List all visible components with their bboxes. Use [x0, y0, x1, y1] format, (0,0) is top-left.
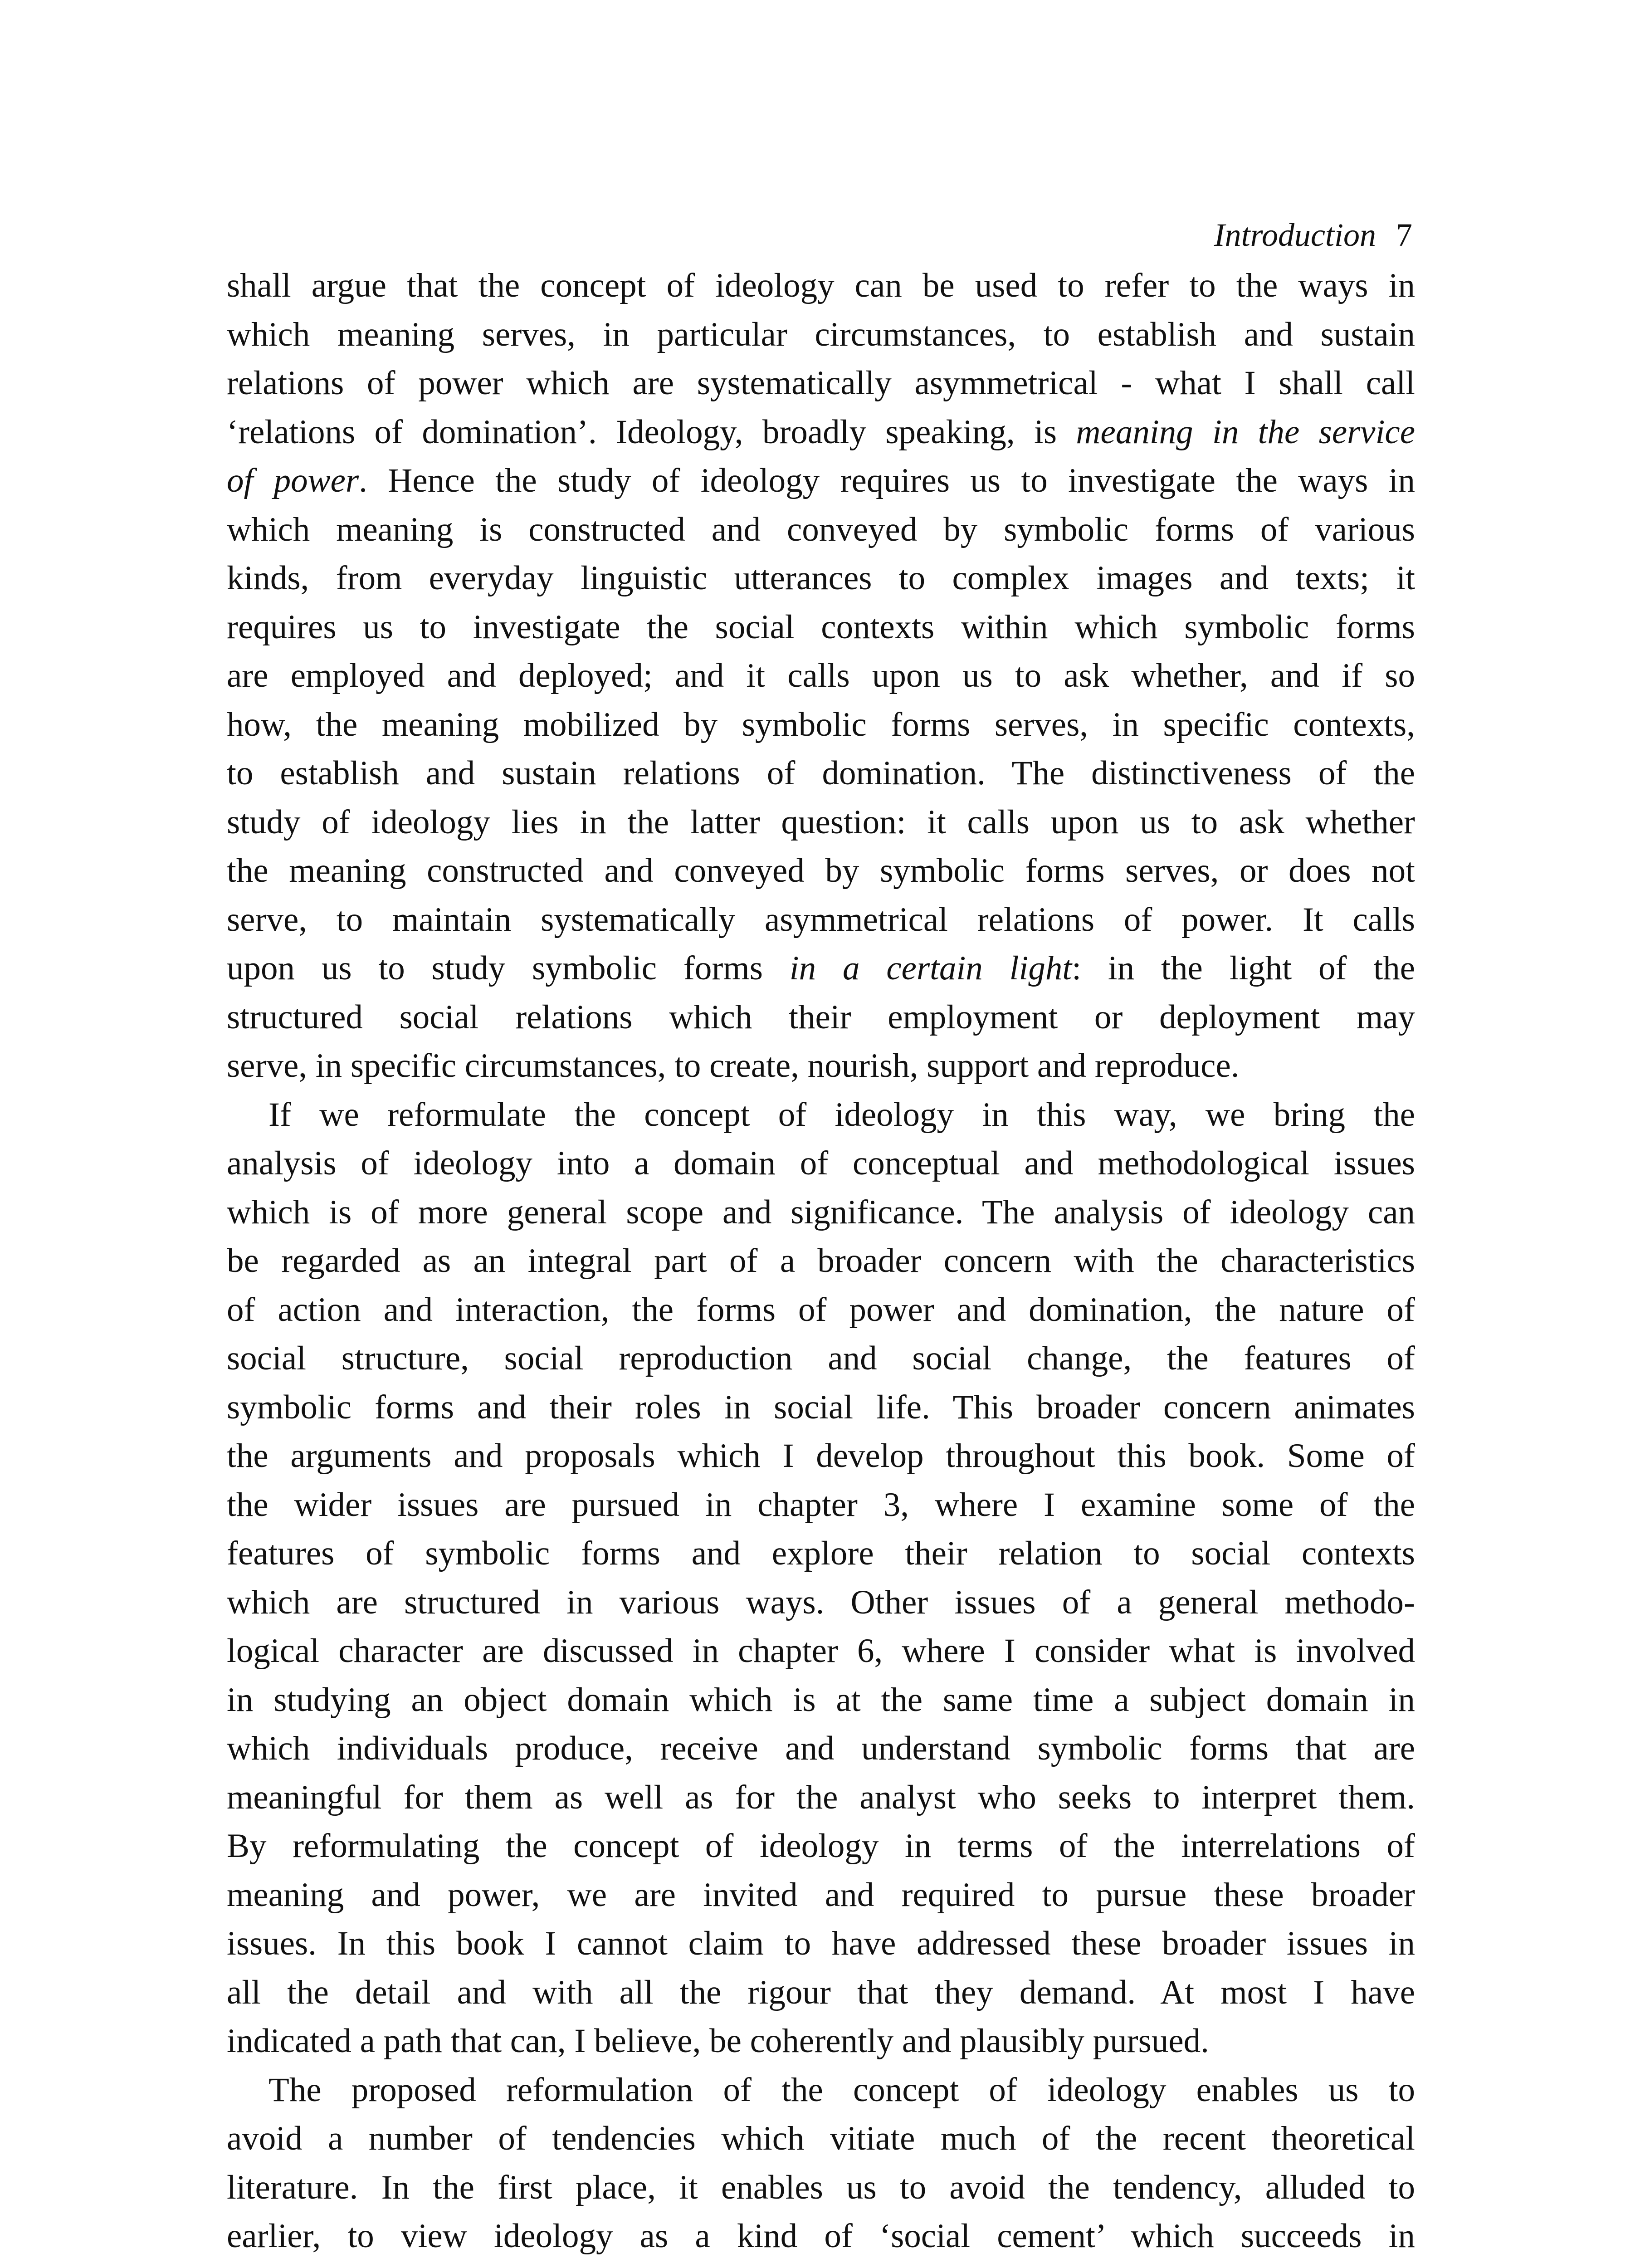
page-number: 7 [1396, 217, 1412, 253]
body-text [227, 261, 1415, 2261]
book-page [227, 213, 1415, 2261]
text-line: The proposed reformulation of the concept of ideology enables us to [268, 2071, 1415, 2109]
text-line: of action and interaction, the forms of power and domination, the nature of [227, 1290, 1415, 1329]
text-line: If we reformulate the concept of ideology in this way, we bring the [268, 1095, 1415, 1134]
text-line: which meaning is constructed and conveyed by symbolic forms of various [227, 510, 1415, 548]
text-line: ‘relations of domination’. Ideology, broadly speaking, is meaning in the service [227, 413, 1415, 451]
text-line: literature. In the first place, it enables us to avoid the tendency, alluded to [227, 2168, 1415, 2206]
text-line: how, the meaning mobilized by symbolic forms serves, in specific contexts, [227, 705, 1415, 743]
text-line: requires us to investigate the social contexts within which symbolic forms [227, 608, 1415, 646]
text-line: serve, to maintain systematically asymmetrical relations of power. It calls [227, 900, 1415, 938]
text-line: issues. In this book I cannot claim to have addressed these broader issues in [227, 1925, 1415, 1962]
text-line: By reformulating the concept of ideology in terms of the interrelations of [227, 1827, 1415, 1865]
text-line: kinds, from everyday linguistic utterances to complex images and texts; it [227, 559, 1415, 597]
running-head [227, 213, 1415, 257]
paragraph-3 [227, 2066, 1415, 2261]
text-line: the arguments and proposals which I develop throughout this book. Some of [227, 1437, 1415, 1475]
text-line: relations of power which are systematically asymmetrical - what I shall call [227, 364, 1415, 402]
text-line: social structure, social reproduction and social change, the features of [227, 1339, 1415, 1377]
text-line: the wider issues are pursued in chapter 3, where I examine some of the [227, 1486, 1415, 1524]
text-line: which individuals produce, receive and understand symbolic forms that are [227, 1730, 1415, 1767]
text-line: serve, in specific circumstances, to create, nourish, support and reproduce. [227, 1047, 1240, 1085]
text-line: earlier, to view ideology as a kind of ‘social cement’ which succeeds in [227, 2217, 1415, 2255]
text-line: structured social relations which their employment or deployment may [227, 998, 1415, 1036]
text-line: shall argue that the concept of ideology can be used to refer to the ways in [227, 267, 1415, 304]
text-line: which is of more general scope and significance. The analysis of ideology can [227, 1193, 1415, 1231]
text-line: of power. Hence the study of ideology requires us to investigate the ways in [227, 462, 1415, 499]
text-line: to establish and sustain relations of domination. The distinctiveness of the [227, 754, 1415, 792]
text-line: analysis of ideology into a domain of conceptual and methodological issues [227, 1144, 1415, 1182]
text-line: indicated a path that can, I believe, be coherently and plausibly pursued. [227, 2022, 1209, 2060]
text-line: be regarded as an integral part of a broader concern with the characteristics [227, 1242, 1415, 1280]
text-line: in studying an object domain which is at the same time a subject domain in [227, 1681, 1415, 1719]
text-line: all the detail and with all the rigour that they demand. At most I have [227, 1973, 1415, 2011]
paragraph-1 [227, 261, 1415, 1090]
running-head-title: Introduction [1214, 217, 1376, 253]
text-line: upon us to study symbolic forms in a certain light: in the light of the [227, 949, 1415, 987]
text-line: the meaning constructed and conveyed by symbolic forms serves, or does not [227, 852, 1415, 890]
text-line: meaning and power, we are invited and required to pursue these broader [227, 1876, 1415, 1914]
paragraph-2 [227, 1090, 1415, 2066]
text-line: symbolic forms and their roles in social life. This broader concern animates [227, 1388, 1415, 1426]
text-line: study of ideology lies in the latter question: it calls upon us to ask whether [227, 803, 1415, 841]
text-line: which meaning serves, in particular circumstances, to establish and sustain [227, 315, 1415, 353]
text-line: are employed and deployed; and it calls upon us to ask whether, and if so [227, 657, 1415, 694]
text-line: logical character are discussed in chapter 6, where I consider what is involved [227, 1632, 1415, 1670]
text-line: meaningful for them as well as for the analyst who seeks to interpret them. [227, 1778, 1415, 1816]
text-line: which are structured in various ways. Other issues of a general methodo- [227, 1583, 1415, 1621]
text-line: features of symbolic forms and explore their relation to social contexts [227, 1535, 1415, 1572]
text-line: avoid a number of tendencies which vitiate much of the recent theoretical [227, 2120, 1415, 2157]
